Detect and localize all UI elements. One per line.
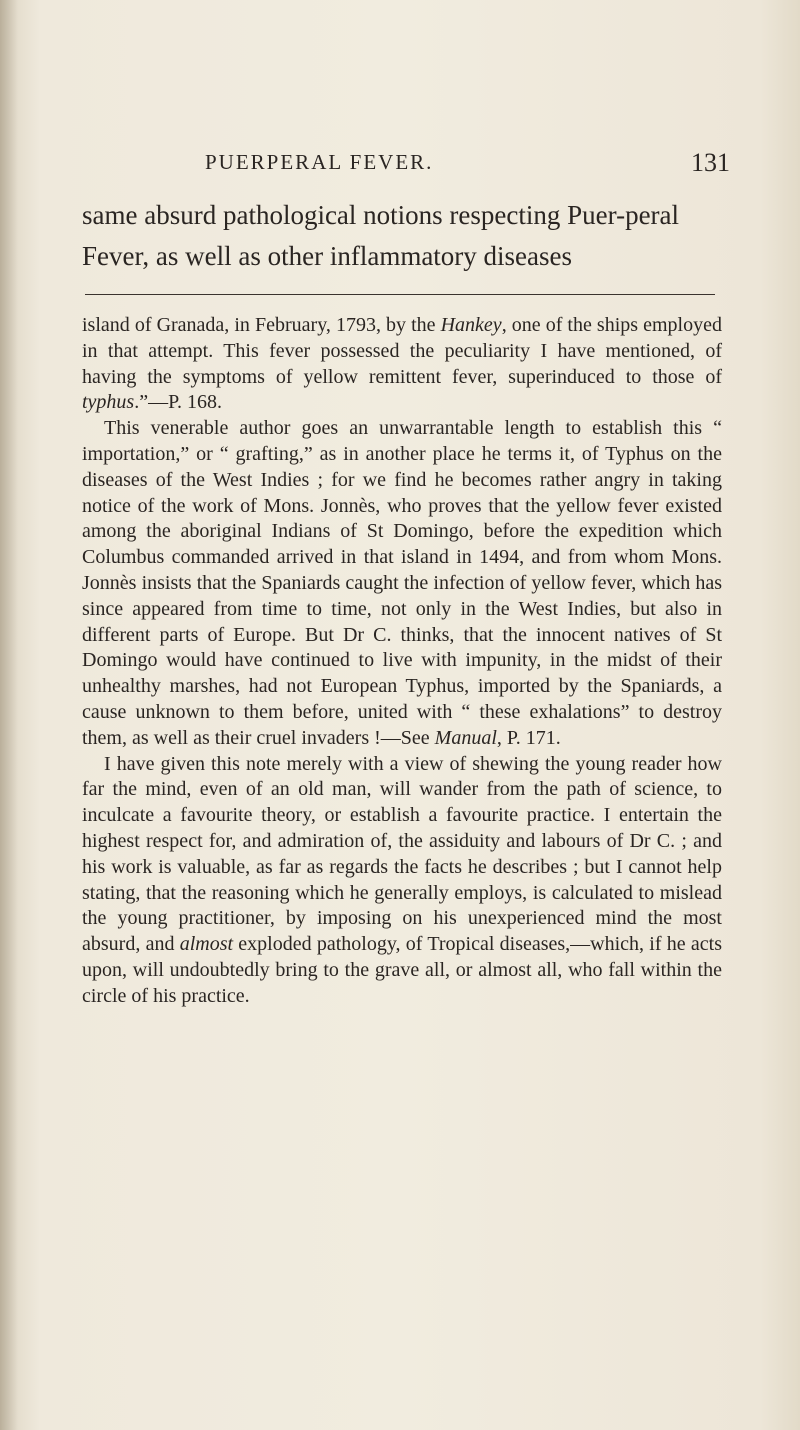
manual-title: Manual bbox=[434, 726, 497, 749]
ship-name: Hankey bbox=[440, 314, 502, 336]
page-header bbox=[0, 150, 800, 190]
footnote-paragraph-1 bbox=[82, 313, 722, 416]
p1-text-b: , one of the ships employed in that attempt. This fever possessed the peculiarity I have mentioned, of having the symptoms of yellow remittent fever, superinduced to those of bbox=[82, 314, 722, 388]
p3-text-b: exploded pathology, of Tropical diseases,—which, if he acts upon, will undoubtedly bring to the grave all, or almost all, who fall within the circle of his practice. bbox=[82, 933, 722, 1007]
footnote-paragraph-3 bbox=[82, 752, 722, 1010]
p1-text-c: .”—P. 168. bbox=[134, 391, 223, 414]
running-head: PUERPERAL FEVER. bbox=[205, 150, 434, 174]
page-number: 131 bbox=[691, 148, 730, 177]
gutter-shadow bbox=[0, 0, 18, 1430]
footnote-divider bbox=[85, 294, 715, 295]
main-text: same absurd pathological notions respecting Puer-peral Fever, as well as other inflammatory diseases bbox=[82, 200, 680, 271]
footnote bbox=[82, 313, 722, 1010]
typhus-term: typhus bbox=[82, 391, 135, 414]
p2-text: This venerable author goes an unwarrantable length to establish this “ importation,” or “ grafting,” as in another place he terms it, of Typhus on the diseases of the West Indies ; for we find he becomes rather angry in taking notice of the work of Mons. Jonnès, who proves that the yellow fever existed among the aboriginal Indians of St Domingo, before the expedition which Columbus commanded arrived in that island in 1494, and from whom Mons. Jonnès insists that the Spaniards caught the infection of yellow fever, which has since appeared from time to time, not only in the West Indies, but also in different parts of Europe. But Dr C. thinks, that the innocent natives of St Domingo would have continued to live with impunity, in the midst of their unhealthy marshes, had not European Typhus, imported by the Spaniards, a cause unknown to them before, united with “ these exhalations” to destroy them, as well as their cruel invaders !—See bbox=[82, 417, 722, 749]
p3-text-a: I have given this note merely with a view of shewing the young reader how far the mind, even of an old man, will wander from the path of science, to inculcate a favourite theory, or establish a favourite practice. I entertain the highest respect for, and admiration of, the assiduity and labours of Dr C. ; and his work is valuable, as far as regards the facts he describes ; but I cannot help stating, that the reasoning which he generally employs, is calculated to mislead the young practitioner, by imposing on his unexperienced mind the most absurd, and bbox=[82, 752, 722, 956]
footnote-paragraph-2 bbox=[82, 416, 722, 751]
p1-text-a: island of Granada, in February, 1793, by the bbox=[82, 314, 441, 336]
almost-term: almost bbox=[179, 933, 234, 956]
p2-end: , P. 171. bbox=[496, 726, 561, 749]
